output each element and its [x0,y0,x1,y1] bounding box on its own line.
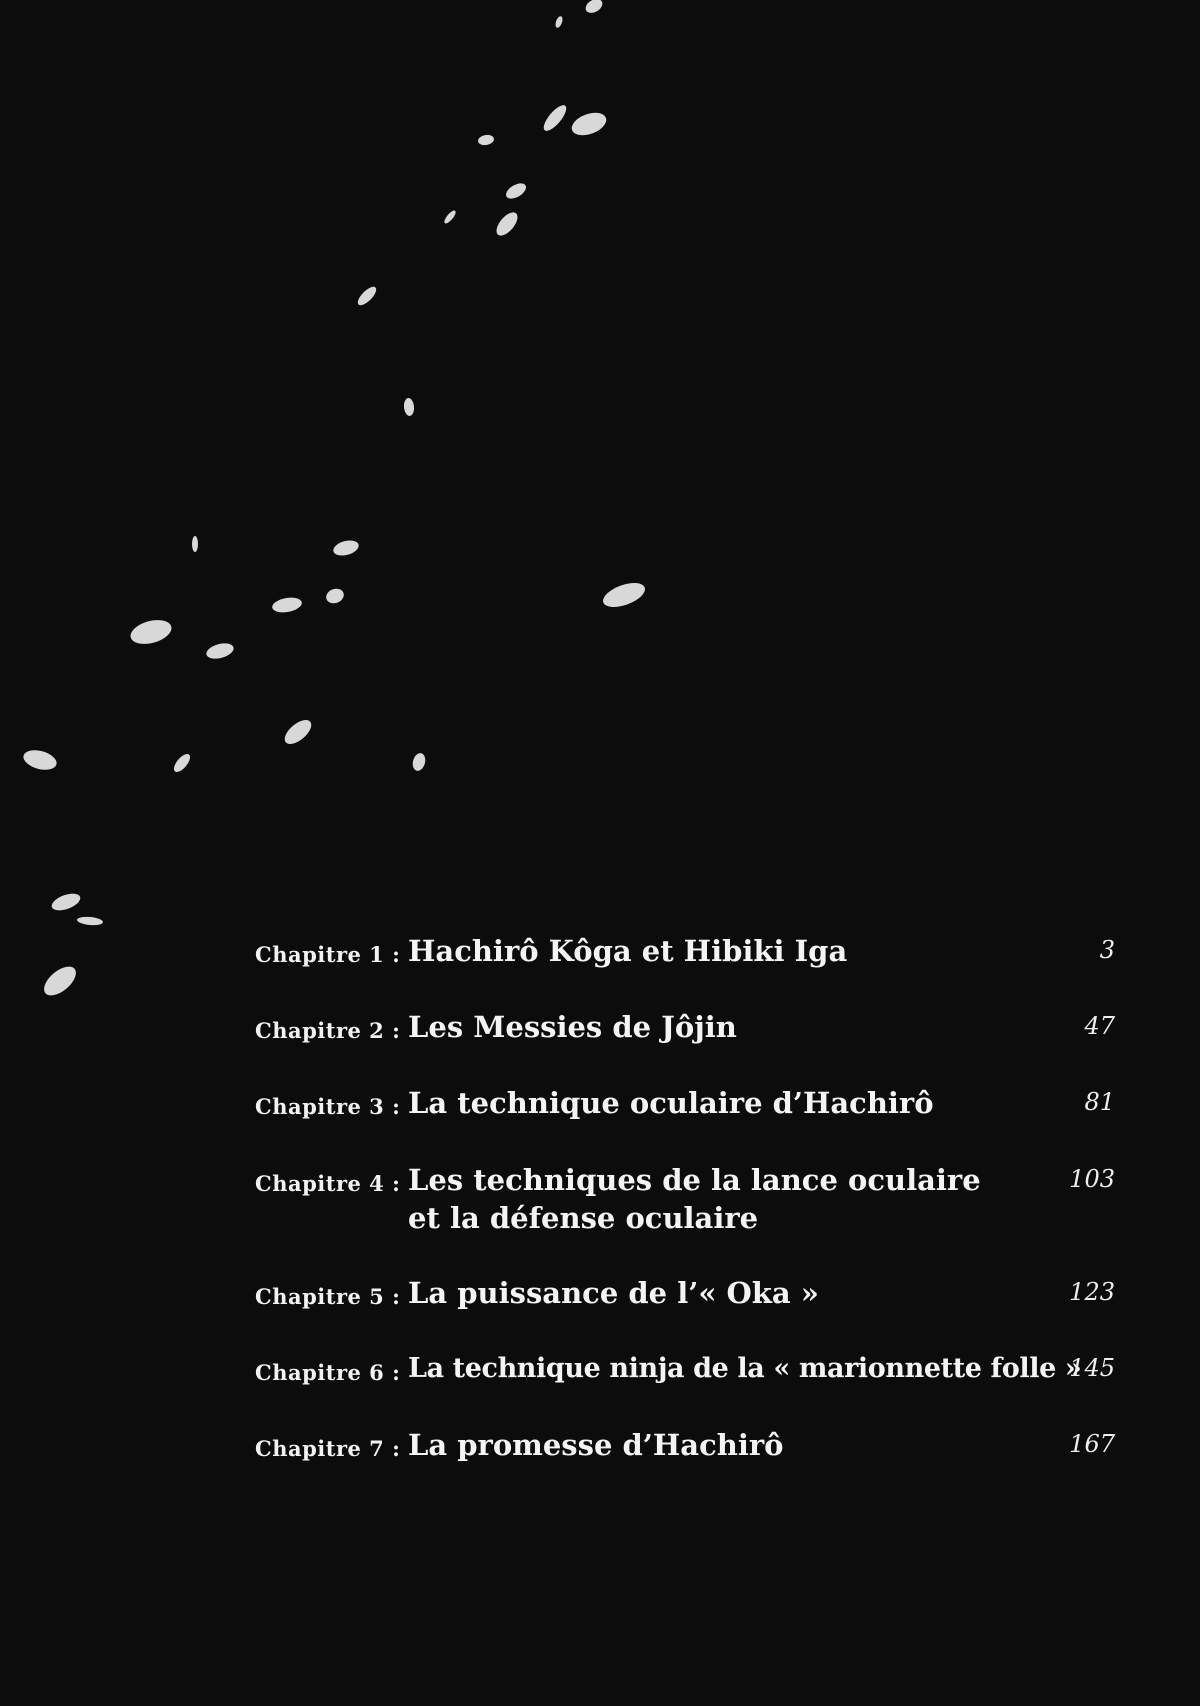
chapter-label: Chapitre 2 : [255,1018,401,1043]
chapter-title-line: et la défense oculaire [408,1201,759,1235]
chapter-title [408,1274,819,1312]
chapter-title [408,932,847,970]
chapter-title-line: Hachirô Kôga et Hibiki Iga [408,934,848,968]
chapter-title-line: Les Messies de Jôjin [408,1010,737,1044]
chapter-page-number: 145 [1069,1354,1115,1382]
chapter-title [408,1008,737,1046]
toc-entry-chapter-3[interactable] [255,1084,1115,1124]
chapter-title [408,1350,1081,1388]
chapter-label: Chapitre 4 : [255,1171,401,1196]
toc-entry-chapter-7[interactable] [255,1426,1115,1466]
chapter-title [408,1084,934,1122]
toc-entry-chapter-5[interactable] [255,1274,1115,1314]
chapter-title [408,1161,981,1237]
chapter-page-number: 3 [1099,936,1115,964]
chapter-page-number: 167 [1069,1430,1115,1458]
chapter-label: Chapitre 5 : [255,1284,401,1309]
chapter-label: Chapitre 3 : [255,1094,401,1119]
chapter-label: Chapitre 6 : [255,1360,401,1385]
chapter-label: Chapitre 7 : [255,1436,401,1461]
chapter-title-line: La technique ninja de la « marionnette folle » [408,1353,1082,1384]
chapter-title-line: La promesse d’Hachirô [408,1428,784,1462]
chapter-title-line: La technique oculaire d’Hachirô [408,1086,934,1120]
chapter-page-number: 81 [1084,1088,1115,1116]
chapter-title-line: La puissance de l’« Oka » [408,1276,819,1310]
chapter-page-number: 123 [1069,1278,1115,1306]
chapter-title-line: Les techniques de la lance oculaire [408,1163,981,1197]
toc-entry-chapter-2[interactable] [255,1008,1115,1048]
toc-entry-chapter-4[interactable] [255,1161,1115,1241]
chapter-title [408,1426,783,1464]
chapter-page-number: 47 [1084,1012,1115,1040]
toc-entry-chapter-6[interactable] [255,1350,1115,1390]
chapter-label: Chapitre 1 : [255,942,401,967]
toc-entry-chapter-1[interactable] [255,932,1115,972]
chapter-page-number: 103 [1069,1165,1115,1193]
